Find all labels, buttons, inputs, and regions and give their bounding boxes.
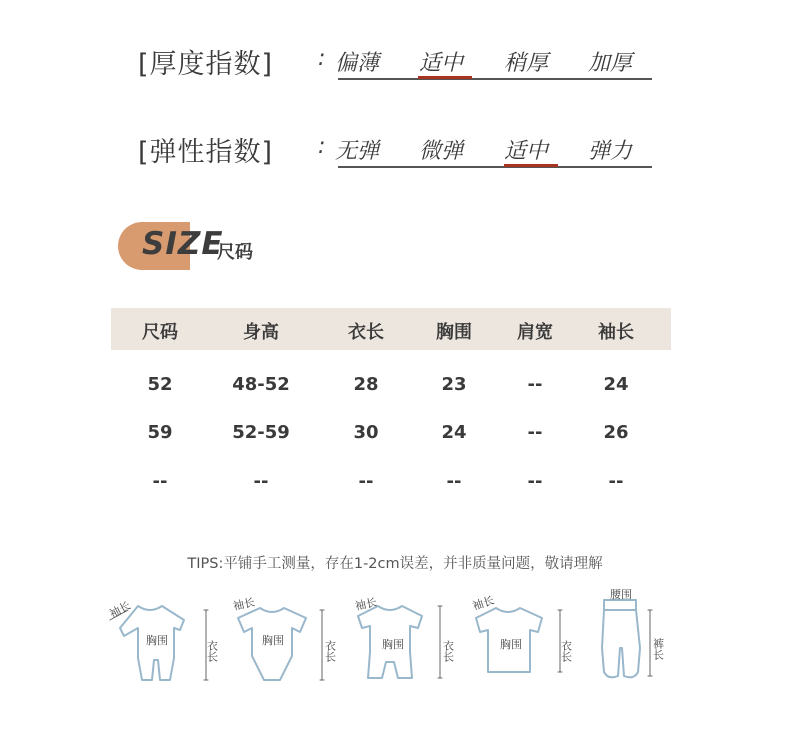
table-cell: -- [253, 471, 269, 492]
table-header-cell: 身高 [243, 322, 279, 343]
size-heading-en: SIZE [142, 226, 224, 262]
table-cell: 59 [147, 422, 173, 443]
table-cell: -- [527, 471, 543, 492]
table-cell: -- [608, 471, 624, 492]
thickness-option: 适中 [419, 51, 464, 76]
elasticity-selected-underline [504, 164, 558, 167]
thickness-selected-underline [418, 76, 472, 79]
thickness-option: 稍厚 [504, 51, 549, 76]
garment-diagrams [100, 588, 690, 693]
table-header-cell: 胸围 [436, 322, 472, 343]
table-cell: 28 [353, 374, 379, 395]
measurement-tips: TIPS:平铺手工测量，存在1-2cm误差，并非质量问题，敬请理解 [187, 556, 603, 572]
diagram-label-chest: 胸围 [500, 638, 522, 651]
elasticity-option: 微弹 [419, 139, 464, 164]
elasticity-option: 弹力 [588, 139, 633, 164]
diagram-label-sleeve: 袖长 [107, 598, 133, 621]
table-cell: -- [152, 471, 168, 492]
elasticity-index-label: [弹性指数] [138, 137, 274, 168]
size-heading-cn: 尺码 [217, 242, 253, 263]
diagram-label-length: 衣长 [205, 640, 219, 662]
elasticity-baseline [338, 166, 652, 168]
size-table-header [111, 308, 671, 350]
diagram-label-chest: 胸围 [146, 634, 168, 647]
diagram-label-sleeve: 袖长 [231, 595, 257, 613]
table-cell: 52 [147, 374, 173, 395]
diagram-label-chest: 胸围 [382, 638, 404, 651]
diagram-label-sleeve: 袖长 [353, 595, 379, 613]
thickness-option: 加厚 [588, 51, 633, 76]
diagram-label-sleeve: 袖长 [470, 593, 496, 613]
table-cell: 23 [441, 374, 467, 395]
table-cell: -- [446, 471, 462, 492]
table-cell: 52-59 [232, 422, 290, 443]
table-header-cell: 衣长 [348, 322, 384, 343]
table-cell: -- [358, 471, 374, 492]
table-header-cell: 肩宽 [517, 322, 553, 343]
thickness-baseline [338, 78, 652, 80]
table-cell: 24 [603, 374, 629, 395]
table-header-cell: 袖长 [598, 322, 634, 343]
table-header-cell: 尺码 [142, 322, 178, 343]
table-cell: -- [527, 422, 543, 443]
table-cell: 30 [353, 422, 379, 443]
thickness-option: 偏薄 [335, 51, 380, 76]
diagram-label-length: 衣长 [323, 640, 337, 662]
diagram-label-chest: 胸围 [262, 634, 284, 647]
elasticity-option: 适中 [504, 139, 549, 164]
diagram-label-length: 衣长 [559, 640, 573, 662]
thickness-index-row [0, 42, 790, 92]
diagram-label-waist: 腰围 [610, 588, 632, 601]
table-cell: 26 [603, 422, 629, 443]
thickness-colon: : [318, 46, 326, 71]
elasticity-colon: : [318, 134, 326, 159]
footed-pants-icon [602, 600, 652, 677]
table-cell: -- [527, 374, 543, 395]
elasticity-option: 无弹 [335, 139, 380, 164]
diagram-label-length: 衣长 [441, 640, 455, 662]
diagram-label-length: 裤长 [651, 638, 665, 660]
elasticity-index-row [0, 130, 790, 180]
thickness-index-label: [厚度指数] [138, 49, 274, 80]
table-cell: 24 [441, 422, 467, 443]
table-cell: 48-52 [232, 374, 290, 395]
